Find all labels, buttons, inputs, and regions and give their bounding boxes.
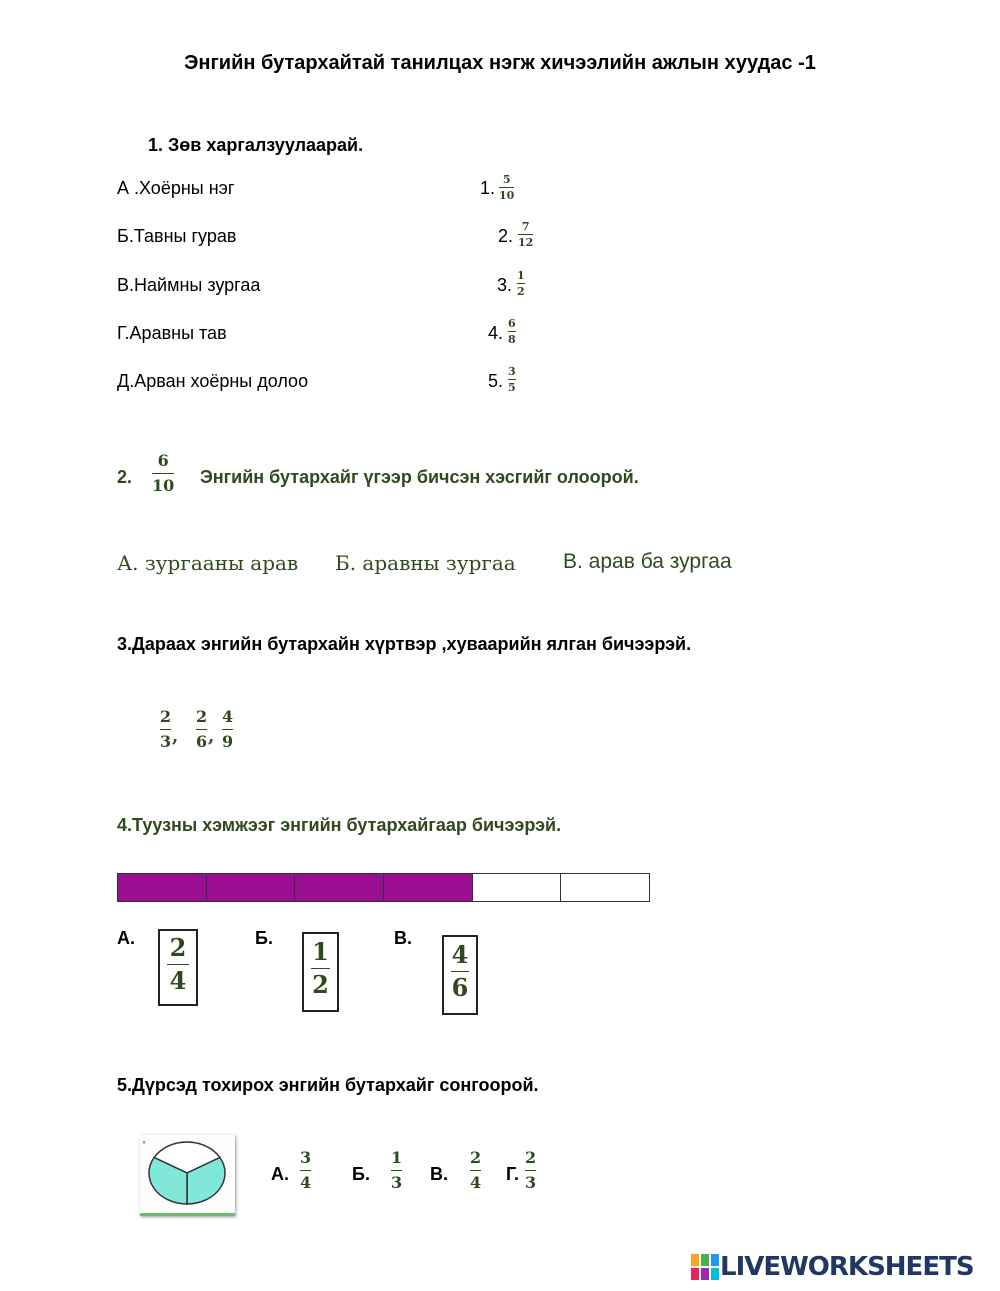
q4-option-b-label: Б. xyxy=(255,928,273,948)
q4-option-a-box[interactable] xyxy=(158,929,198,1006)
q5-option-d-fraction[interactable]: 2 3 xyxy=(525,1148,537,1192)
q1-left-item-2: Б.Тавны гурав xyxy=(117,226,237,246)
q5-heading: 5.Дүрсэд тохирох энгийн бутархайг сонгоорой. xyxy=(117,1075,539,1095)
q4-option-a-fraction: 2 4 xyxy=(160,936,196,993)
liveworksheets-watermark xyxy=(690,1252,974,1282)
q2-number: 2. xyxy=(117,467,133,487)
q1-left-item-5: Д.Арван хоёрны долоо xyxy=(117,371,309,391)
q5-option-c-label[interactable]: В. xyxy=(430,1164,448,1184)
q4-option-c-label: В. xyxy=(394,928,412,948)
page-title: Энгийн бутархайтай танилцах нэгж хичээлийн ажлын хуудас -1 xyxy=(184,52,816,74)
q1-right-label-3: 3. xyxy=(497,275,513,295)
pie-image xyxy=(140,1135,235,1216)
q5-option-b-fraction[interactable]: 1 3 xyxy=(391,1148,403,1192)
q5-option-c-fraction[interactable]: 2 4 xyxy=(470,1148,482,1192)
svg-text:°: ° xyxy=(142,1140,146,1149)
q5-option-d-label[interactable]: Г. xyxy=(506,1164,519,1184)
q4-option-b-fraction: 1 2 xyxy=(312,937,329,999)
q5-option-a-label[interactable]: А. xyxy=(271,1164,289,1184)
q4-option-c-fraction: 4 6 xyxy=(451,940,469,1002)
liveworksheets-logo-icon xyxy=(690,1252,720,1282)
q4-option-b-box[interactable] xyxy=(302,932,339,1012)
q1-right-label-2: 2. xyxy=(498,226,514,246)
q4-option-a-label: А. xyxy=(117,928,135,948)
q2-fraction: 6 10 xyxy=(152,451,175,495)
fraction-strip xyxy=(117,873,650,902)
q5-option-a-fraction[interactable]: 3 4 xyxy=(300,1148,312,1192)
strip-segment xyxy=(473,874,562,901)
strip-segment xyxy=(384,874,473,901)
q1-right-label-5: 5. xyxy=(488,371,504,391)
q1-right-fraction-3: 1 2 xyxy=(517,269,525,298)
q1-left-item-3: В.Наймны зургаа xyxy=(117,275,261,295)
strip-segment xyxy=(561,874,649,901)
strip-segment xyxy=(118,874,207,901)
q2-option-c-text: арав ба зургаа xyxy=(582,550,732,573)
strip-segment xyxy=(295,874,384,901)
q3-fraction-3: 4 9 xyxy=(222,707,234,751)
strip-segment xyxy=(207,874,296,901)
q1-heading: 1. Зөв харгалзуулаарай. xyxy=(148,135,364,155)
q3-heading: 3.Дараах энгийн бутархайн хүртвэр ,хуваарийн ялган бичээрэй. xyxy=(117,634,692,654)
q1-right-fraction-1: 5 10 xyxy=(499,173,515,202)
q3-separator-1: , xyxy=(172,726,179,747)
q4-heading: 4.Туузны хэмжээг энгийн бутархайгаар бичээрэй. xyxy=(117,815,562,835)
pie-chart xyxy=(140,1135,235,1213)
q3-fraction-1: 2 3 xyxy=(160,707,172,751)
q1-left-item-4: Г.Аравны тав xyxy=(117,323,227,343)
q1-left-item-1: А .Хоёрны нэг xyxy=(117,178,235,198)
q2-text: Энгийн бутархайг үгээр бичсэн хэсгийг олоорой. xyxy=(200,467,639,487)
q1-right-fraction-4: 6 8 xyxy=(508,317,516,346)
q3-fraction-2: 2 6 xyxy=(196,707,208,751)
q5-option-b-label[interactable]: Б. xyxy=(352,1164,370,1184)
q1-right-label-1: 1. xyxy=(480,178,496,198)
q4-option-c-box[interactable] xyxy=(442,935,478,1015)
q1-right-fraction-5: 3 5 xyxy=(508,365,516,394)
watermark-text: LIVEWORKSHEETS xyxy=(720,1252,974,1282)
q3-separator-2: , xyxy=(208,726,215,747)
q1-right-label-4: 4. xyxy=(488,323,504,343)
q2-option-b[interactable]: Б. аравны зургаа xyxy=(335,551,516,575)
q1-right-fraction-2: 7 12 xyxy=(518,220,534,249)
q2-option-c-letter: В. xyxy=(563,550,583,573)
q2-option-c[interactable] xyxy=(563,550,732,574)
q2-option-a[interactable]: А. зургааны арав xyxy=(117,551,299,575)
